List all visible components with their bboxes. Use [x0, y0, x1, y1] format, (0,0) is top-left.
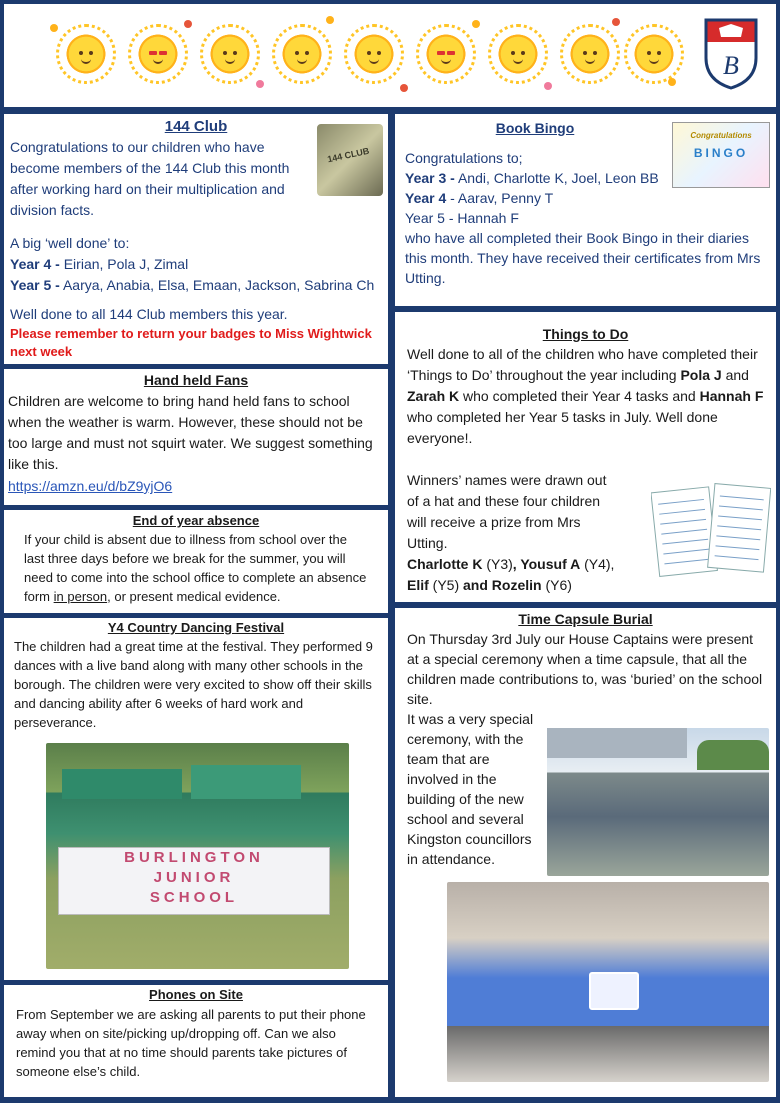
club144-year4-names: Eirian, Pola J, Zimal	[59, 256, 189, 272]
dancing-banner-line2: JUNIOR	[153, 869, 235, 886]
club144-year5-names: Aarya, Anabia, Elsa, Emaan, Jackson, Sabrina Ch	[59, 277, 375, 293]
absence-body-a: If your child is absent due to illness from school over the last three days before we break for the summer, you will need to come into the school office to complete an absence form	[24, 532, 367, 604]
club144-year4-label: Year 4 -	[10, 256, 60, 272]
club144-badge-text: 144 CLUB	[326, 145, 371, 165]
bingo-card-title: Congratulations	[690, 131, 752, 140]
sun-icon	[632, 32, 676, 76]
fruit-icon	[184, 20, 192, 28]
dancing-banner	[58, 847, 330, 915]
capsule-ceremony-trees	[697, 740, 769, 770]
things-w1y: (Y3)	[482, 556, 513, 572]
bingo-year4-label: Year 4	[405, 190, 447, 206]
absence-body-link: in person	[53, 589, 108, 604]
sun-icon	[496, 32, 540, 76]
sun-icon	[280, 32, 324, 76]
club144-title: 144 Club	[164, 118, 228, 135]
absence-title: End of year absence	[132, 513, 260, 528]
things-p1-d: who completed her Year 5 tasks in July. Well done everyone!.	[407, 409, 718, 446]
phones-panel	[4, 985, 388, 1097]
things-w3: Elif	[407, 577, 429, 593]
things-p1	[407, 344, 764, 449]
club144-reminder: Please remember to return your badges to Miss Wightwick next week	[10, 326, 372, 359]
things-w4y: (Y6)	[541, 577, 572, 593]
sun-icon	[352, 32, 396, 76]
bingo-year4	[405, 188, 766, 208]
club144-intro: Congratulations to our children who have become members of the 144 Club this month after working hard on their multiplication and division facts.	[10, 139, 290, 218]
dancing-photo	[46, 743, 349, 969]
header-banner	[4, 4, 776, 107]
capsule-group-photo	[447, 882, 769, 1082]
fruit-icon	[50, 24, 58, 32]
club144-well-done: A big ‘well done’ to:	[10, 235, 130, 251]
bingo-year3-names: Andi, Charlotte K, Joel, Leon BB	[454, 170, 659, 186]
absence-panel	[4, 510, 388, 613]
club144-panel	[4, 114, 388, 364]
things-w1: Charlotte K	[407, 556, 483, 572]
things-p1-c: who completed their Year 4 tasks and	[459, 388, 700, 404]
bingo-congrats: Congratulations to;	[405, 150, 523, 166]
dancing-banner-line3: SCHOOL	[149, 889, 239, 906]
phones-title: Phones on Site	[149, 987, 243, 1002]
things-title: Things to Do	[542, 326, 629, 342]
things-w4: and Rozelin	[459, 577, 542, 593]
club144-badge-image	[317, 124, 383, 196]
capsule-panel	[395, 608, 776, 1097]
sun-icon	[568, 32, 612, 76]
capsule-p2: It was a very special ceremony, with the team that are involved in the building of the new school and several Kingston councillors in attendance.	[407, 711, 534, 867]
things-p1-pola: Pola J	[680, 367, 722, 383]
dancing-panel	[4, 618, 388, 980]
things-sheets-image	[651, 480, 771, 584]
bingo-year5: Year 5 - Hannah F	[405, 210, 519, 226]
bingo-panel	[395, 114, 776, 306]
fruit-icon	[256, 80, 264, 88]
things-panel	[395, 312, 776, 602]
svg-text:B: B	[723, 51, 739, 80]
fans-panel	[4, 369, 388, 505]
dancing-photo-tent	[191, 765, 301, 799]
fans-link[interactable]: https://amzn.eu/d/bZ9yjO6	[8, 478, 173, 494]
bingo-title: Book Bingo	[495, 120, 575, 136]
phones-body: From September we are asking all parents to put their phone away when on site/picking up/dropping off. Can we also remind you that at no time should parents take pictures of someone else’s child.	[16, 1007, 366, 1079]
club144-all-members: Well done to all 144 Club members this year.	[10, 306, 288, 322]
club144-year5-label: Year 5 -	[10, 277, 60, 293]
bingo-closing: who have all completed their Book Bingo in their diaries this month. They have received their certificates from Mrs Utting.	[405, 230, 761, 286]
sun-icon	[64, 32, 108, 76]
bingo-year3-label: Year 3 -	[405, 170, 455, 186]
fans-body: Children are welcome to bring hand held fans to school when the weather is warm. However, these should not be too large and must not squirt water. We suggest something like this.	[8, 393, 373, 472]
school-crest-icon	[704, 18, 758, 90]
club144-year4	[10, 254, 382, 275]
dancing-title: Y4 Country Dancing Festival	[107, 620, 285, 635]
dancing-body: The children had a great time at the festival. They performed 9 dances with a live band along with many other schools in the borough. The children were very excited to show off their skills and dancing ability after 6 weeks of hard work and perseverance.	[14, 639, 373, 730]
bingo-card-word: BINGO	[693, 146, 749, 160]
fruit-icon	[544, 82, 552, 90]
things-p1-b: and	[721, 367, 749, 383]
absence-body-b: , or present medical evidence.	[107, 589, 281, 604]
fruit-icon	[612, 18, 620, 26]
capsule-title: Time Capsule Burial	[518, 611, 653, 627]
fruit-icon	[326, 16, 334, 24]
bingo-certificate-image	[672, 122, 770, 188]
things-p1-zarah: Zarah K	[407, 388, 460, 404]
things-p2: Winners’ names were drawn out of a hat and these four children will receive a prize from Mrs Utting.	[407, 472, 607, 551]
capsule-p1: On Thursday 3rd July our House Captains were present at a special ceremony when a time capsule, that all the children made contributions to, was ‘buried’ on the school site.	[407, 631, 763, 707]
sun-row	[44, 4, 684, 107]
club144-year5	[10, 275, 382, 296]
absence-body	[24, 530, 368, 606]
things-p1-hannah: Hannah F	[699, 388, 764, 404]
fruit-icon	[472, 20, 480, 28]
things-p1-a: Well done to all of the children who have completed their ‘Things to Do’ throughout the year including	[407, 346, 758, 383]
fans-title: Hand held Fans	[143, 372, 249, 388]
sun-icon	[136, 32, 180, 76]
things-w2: , Yousuf A	[512, 556, 581, 572]
fruit-icon	[668, 78, 676, 86]
things-w3y: (Y5)	[428, 577, 460, 593]
bingo-year4-names: - Aarav, Penny T	[446, 190, 554, 206]
things-w2y: (Y4),	[580, 556, 615, 572]
capsule-ceremony-photo	[547, 728, 769, 876]
fruit-icon	[400, 84, 408, 92]
sun-icon	[208, 32, 252, 76]
dancing-banner-line1: BURLINGTON	[124, 849, 264, 866]
capsule-ceremony-roof	[547, 728, 687, 758]
sun-icon	[424, 32, 468, 76]
capsule-group-sign	[589, 972, 639, 1010]
dancing-photo-tent	[62, 769, 182, 799]
